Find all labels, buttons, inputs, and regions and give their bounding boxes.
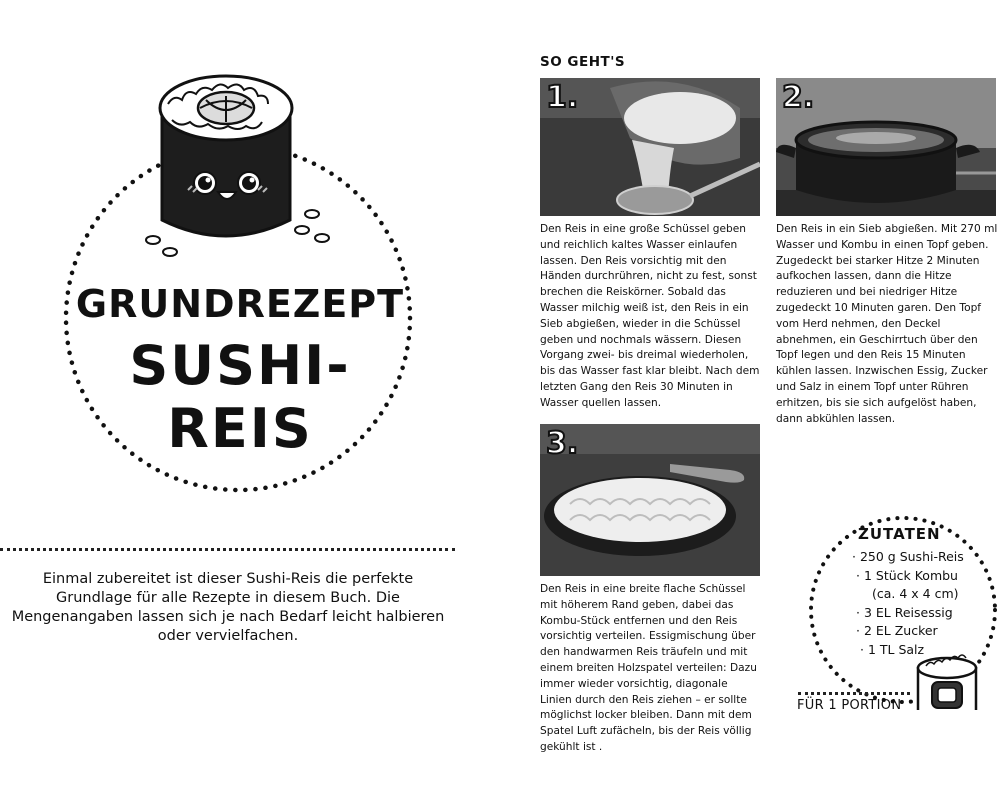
dotted-divider bbox=[0, 548, 455, 551]
sushi-roll-mascot-icon bbox=[146, 76, 329, 256]
step-1-text: Den Reis in eine große Schüssel geben und reichlich kaltes Wasser einlaufen lassen. Den Reis vorsichtig mit den Händen durchrühren, nicht zu fest, sonst brechen die Reiskörner. Sobald das Wasser milchig weiß ist, den Reis in ein Sieb abgießen, wieder in die Schüssel geben und nochmals wässern. Diesen Vorgang zwei- bis dreimal wiederholen, bis das Wasser fast klar bleibt. Nach dem letzten Gang den Reis 30 Minuten in Wasser quellen lassen. bbox=[540, 223, 760, 409]
ingredient-item: · 1 Stück Kombu bbox=[856, 567, 958, 583]
ingredient-item: · 2 EL Zucker bbox=[856, 623, 938, 638]
step-2-number: 2. bbox=[782, 80, 815, 115]
intro-text: Einmal zubereitet ist dieser Sushi-Reis die perfekte Grundlage für alle Rezepte in diesem Buch. Die Mengenangaben lassen sich je nach Bedarf leicht halbieren oder vervielfachen. bbox=[11, 571, 445, 644]
title-line-1: GRUNDREZEPT bbox=[75, 282, 405, 326]
ingredient-item: · 3 EL Reisessig bbox=[856, 604, 953, 620]
ingredient-item: (ca. 4 x 4 cm) bbox=[872, 586, 959, 601]
step-2-photo bbox=[776, 78, 996, 216]
step-1-number: 1. bbox=[546, 80, 579, 115]
section-title: SO GEHT'S bbox=[540, 54, 626, 70]
step-3-photo bbox=[540, 424, 760, 576]
step-3-number: 3. bbox=[546, 426, 579, 461]
step-3-text: Den Reis in eine breite flache Schüssel mit höherem Rand geben, dabei das Kombu-Stück entfernen und den Reis vorsichtig verteilen. Essigmischung über den handwarmen Reis träufeln und mit einem breiten Holzspatel verteilen: Dazu immer wieder vorsichtig, diagonale Linien durch den Reis ziehen – er sollte möglichst locker bleiben. Dann mit dem Spatel Luft zufächeln, bis der Reis völlig gekühlt ist . bbox=[540, 583, 757, 753]
ingredient-item: · 250 g Sushi-Reis bbox=[852, 549, 964, 564]
ingredients-title: ZUTATEN bbox=[858, 525, 941, 543]
ingredient-item: · 1 TL Salz bbox=[860, 641, 925, 657]
portion-label: FÜR 1 PORTION bbox=[797, 698, 902, 713]
step-2-text: Den Reis in ein Sieb abgießen. Mit 270 ml Wasser und Kombu in einen Topf geben. Zugedeckt bei starker Hitze 2 Minuten aufkochen lassen, dann die Hitze reduzieren und bei niedriger Hitze zugedeckt 10 Minuten garen. Den Topf vom Herd nehmen, den Deckel abnehmen, ein Geschirrtuch über den Topf legen und den Reis 15 Minuten kühlen lassen. Inzwischen Essig, Zucker und Salz in einem Topf unter Rühren erhitzen, bis sie sich aufgelöst haben, dann abkühlen lassen. bbox=[776, 223, 998, 425]
title-line-2: SUSHI-REIS bbox=[129, 334, 351, 460]
sushi-roll-icon bbox=[918, 655, 976, 710]
step-1-photo bbox=[540, 78, 760, 216]
portion-divider bbox=[798, 692, 910, 695]
ingredients-list bbox=[852, 548, 1000, 659]
